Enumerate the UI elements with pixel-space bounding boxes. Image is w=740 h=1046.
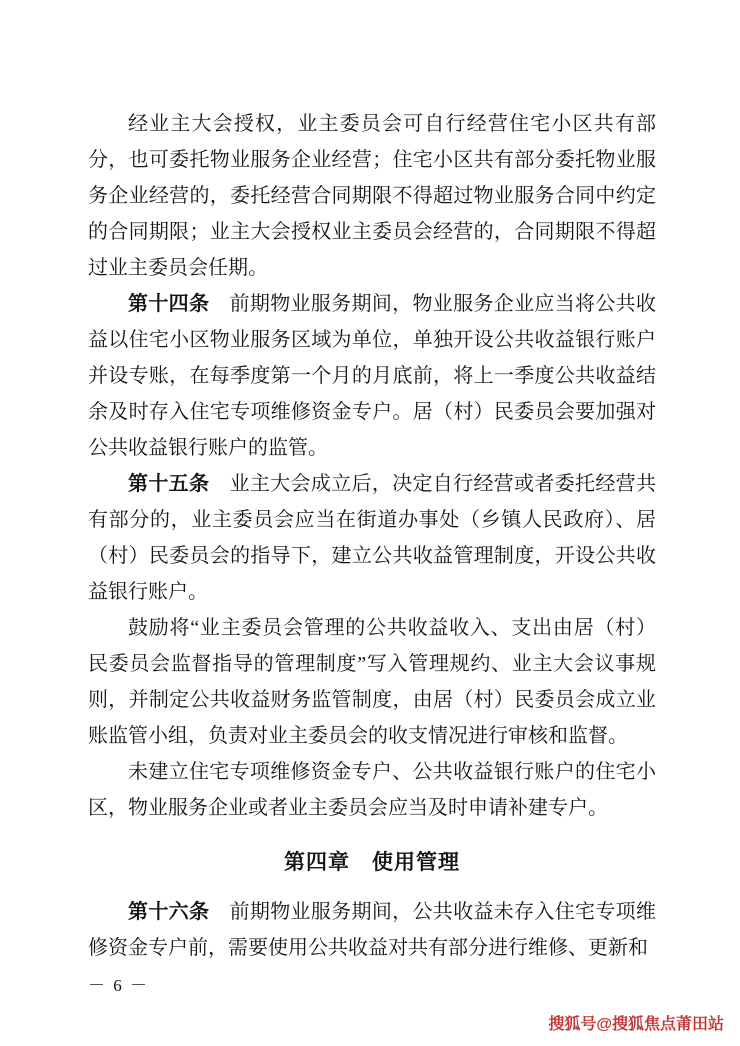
paragraph-encourage <box>88 610 656 754</box>
article-15-number: 第十五条 <box>128 473 210 495</box>
article-14-text: 前期物业服务期间，物业服务企业应当将公共收益以住宅小区物业服务区域为单位，单独开设公共收益银行账户并设专账，在每季度第一个月的月底前，将上一季度公共收益结余及时存入住宅专项维修资金专户。居（村）民委员会要加强对公共收益银行账户的监管。 <box>88 293 657 459</box>
paragraph-article-15 <box>88 466 656 610</box>
watermark: 搜狐号@搜狐焦点莆田站 <box>548 1016 724 1033</box>
paragraph-article-16 <box>88 894 656 966</box>
article-14-number: 第十四条 <box>128 293 210 315</box>
paragraph-text: 鼓励将“业主委员会管理的公共收益收入、支出由居（村）民委员会监督指导的管理制度”写入管理规约、业主大会议事规则，并制定公共收益财务监管制度，由居（村）民委员会成立业账监管小组，负责对业主委员会的收支情况进行审核和监督。 <box>88 617 656 747</box>
paragraph-no-account <box>88 754 656 826</box>
article-16-text: 前期物业服务期间，公共收益未存入住宅专项维修资金专户前，需要使用公共收益对共有部分进行维修、更新和 <box>88 901 657 959</box>
paragraph-text: 经业主大会授权，业主委员会可自行经营住宅小区共有部分，也可委托物业服务企业经营；住宅小区共有部分委托物业服务企业经营的，委托经营合同期限不得超过物业服务合同中约定的合同期限；业主大会授权业主委员会经营的，合同期限不得超过业主委员会任期。 <box>88 113 656 279</box>
document-body <box>88 106 656 966</box>
article-16-number: 第十六条 <box>128 901 210 923</box>
paragraph-authorization <box>88 106 656 286</box>
article-15-text: 业主大会成立后，决定自行经营或者委托经营共有部分的，业主委员会应当在街道办事处（乡镇人民政府）、居（村）民委员会的指导下，建立公共收益管理制度，开设公共收益银行账户。 <box>88 473 657 603</box>
paragraph-text: 未建立住宅专项维修资金专户、公共收益银行账户的住宅小区，物业服务企业或者业主委员会应当及时申请补建专户。 <box>88 761 656 819</box>
chapter-heading: 第四章 使用管理 <box>284 850 460 874</box>
paragraph-article-14 <box>88 286 656 466</box>
page-number: － 6 － <box>88 976 149 995</box>
